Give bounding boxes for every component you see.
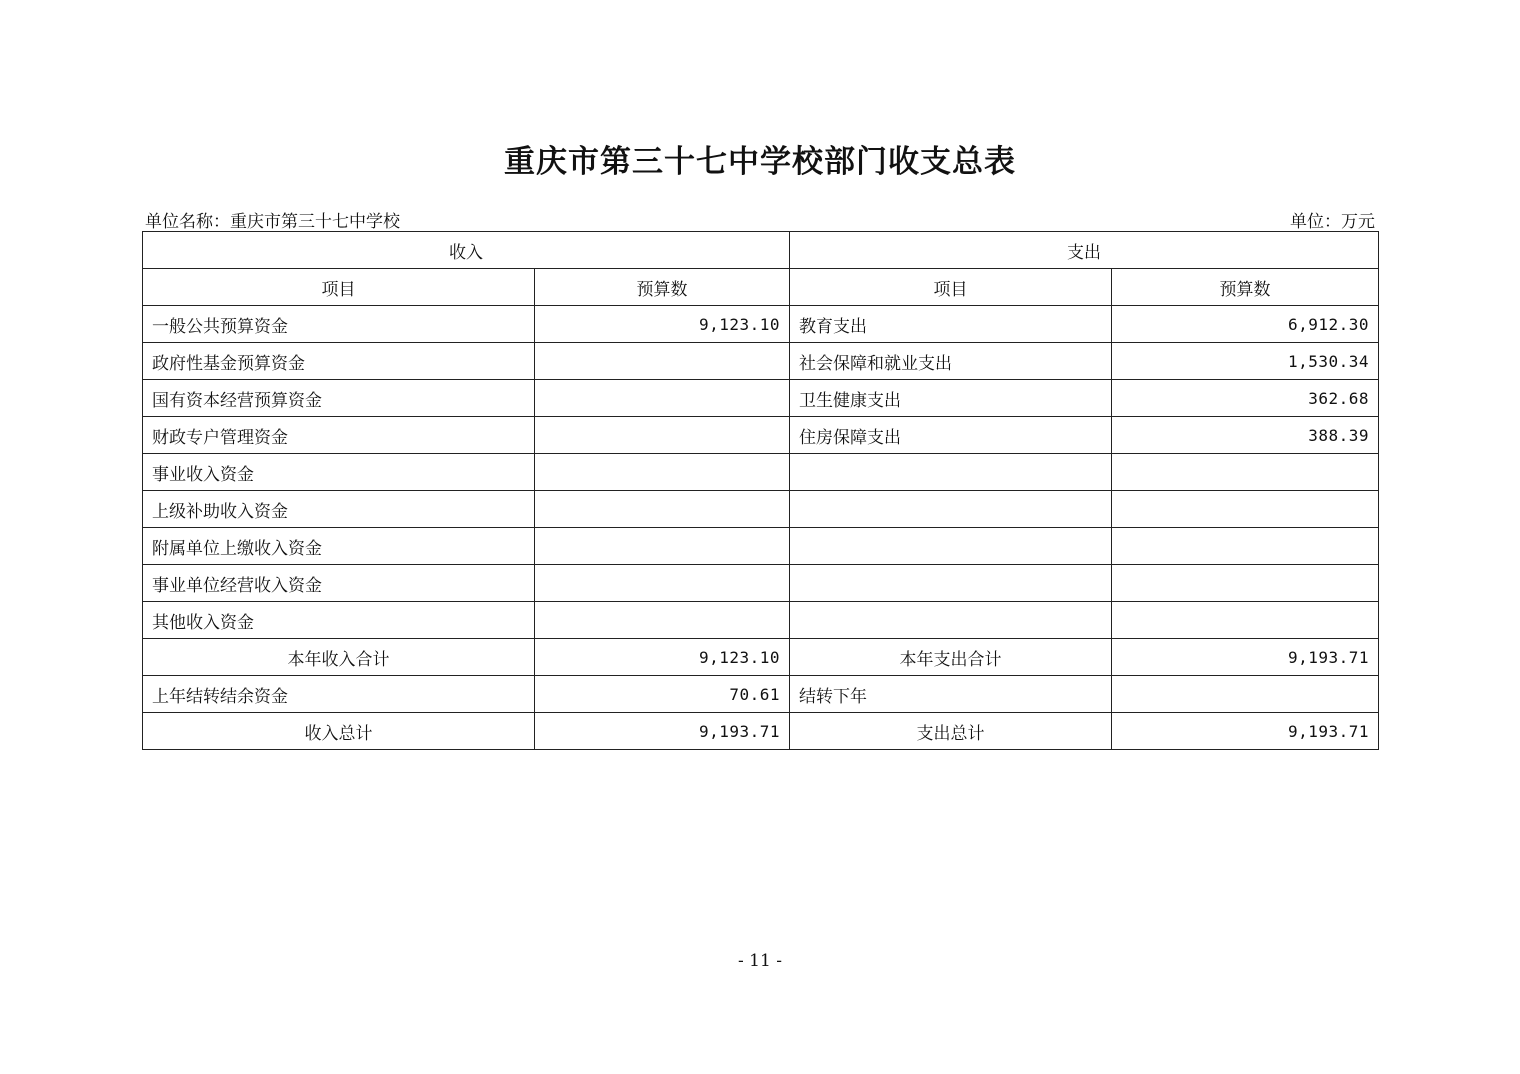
year-income-total-label: 本年收入合计 (143, 639, 535, 676)
expense-item-cell: 卫生健康支出 (790, 380, 1112, 417)
unit-label: 单位：万元 (1290, 212, 1375, 232)
income-section-header: 收入 (143, 232, 790, 269)
budget-table-body (143, 232, 1379, 750)
grand-income-total-amount: 9,193.71 (535, 713, 790, 750)
income-amount-cell (535, 565, 790, 602)
year-income-total-amount: 9,123.10 (535, 639, 790, 676)
page-number: - 11 - (738, 951, 782, 971)
column-header-row (143, 269, 1379, 306)
income-amount-cell: 9,123.10 (535, 306, 790, 343)
table-row (143, 380, 1379, 417)
page-title: 重庆市第三十七中学校部门收支总表 (504, 144, 1016, 180)
income-amount-cell (535, 491, 790, 528)
income-item-cell: 国有资本经营预算资金 (143, 380, 535, 417)
income-item-cell: 其他收入资金 (143, 602, 535, 639)
income-amount-cell (535, 454, 790, 491)
table-row (143, 343, 1379, 380)
expense-amount-cell: 388.39 (1112, 417, 1379, 454)
income-amount-header: 预算数 (535, 269, 790, 306)
expense-item-cell: 住房保障支出 (790, 417, 1112, 454)
year-expense-total-label: 本年支出合计 (790, 639, 1112, 676)
expense-item-cell (790, 528, 1112, 565)
grand-total-row (143, 713, 1379, 750)
expense-amount-cell (1112, 491, 1379, 528)
grand-expense-total-amount: 9,193.71 (1112, 713, 1379, 750)
expense-amount-cell: 1,530.34 (1112, 343, 1379, 380)
income-item-cell: 附属单位上缴收入资金 (143, 528, 535, 565)
expense-item-cell (790, 491, 1112, 528)
expense-item-cell (790, 602, 1112, 639)
income-amount-cell (535, 602, 790, 639)
section-header-row (143, 232, 1379, 269)
year-total-row (143, 639, 1379, 676)
budget-table (142, 231, 1379, 750)
income-item-cell: 财政专户管理资金 (143, 417, 535, 454)
table-row (143, 491, 1379, 528)
expense-amount-cell (1112, 454, 1379, 491)
income-amount-cell (535, 343, 790, 380)
expense-section-header: 支出 (790, 232, 1379, 269)
carryover-row (143, 676, 1379, 713)
expense-amount-cell (1112, 528, 1379, 565)
table-row (143, 454, 1379, 491)
expense-amount-header: 预算数 (1112, 269, 1379, 306)
expense-item-cell: 社会保障和就业支出 (790, 343, 1112, 380)
carryover-expense-amount (1112, 676, 1379, 713)
expense-amount-cell (1112, 602, 1379, 639)
expense-item-header: 项目 (790, 269, 1112, 306)
income-item-header: 项目 (143, 269, 535, 306)
table-row (143, 417, 1379, 454)
unit-name-label: 单位名称：重庆市第三十七中学校 (145, 212, 400, 232)
expense-item-cell: 教育支出 (790, 306, 1112, 343)
income-amount-cell (535, 417, 790, 454)
income-item-cell: 政府性基金预算资金 (143, 343, 535, 380)
carryover-income-label: 上年结转结余资金 (143, 676, 535, 713)
year-expense-total-amount: 9,193.71 (1112, 639, 1379, 676)
expense-amount-cell: 362.68 (1112, 380, 1379, 417)
table-row (143, 306, 1379, 343)
income-item-cell: 一般公共预算资金 (143, 306, 535, 343)
table-row (143, 565, 1379, 602)
expense-amount-cell (1112, 565, 1379, 602)
grand-income-total-label: 收入总计 (143, 713, 535, 750)
income-item-cell: 事业单位经营收入资金 (143, 565, 535, 602)
expense-item-cell (790, 454, 1112, 491)
expense-item-cell (790, 565, 1112, 602)
income-item-cell: 上级补助收入资金 (143, 491, 535, 528)
table-row (143, 602, 1379, 639)
carryover-income-amount: 70.61 (535, 676, 790, 713)
expense-amount-cell: 6,912.30 (1112, 306, 1379, 343)
carryover-expense-label: 结转下年 (790, 676, 1112, 713)
grand-expense-total-label: 支出总计 (790, 713, 1112, 750)
income-amount-cell (535, 380, 790, 417)
income-amount-cell (535, 528, 790, 565)
income-item-cell: 事业收入资金 (143, 454, 535, 491)
table-row (143, 528, 1379, 565)
